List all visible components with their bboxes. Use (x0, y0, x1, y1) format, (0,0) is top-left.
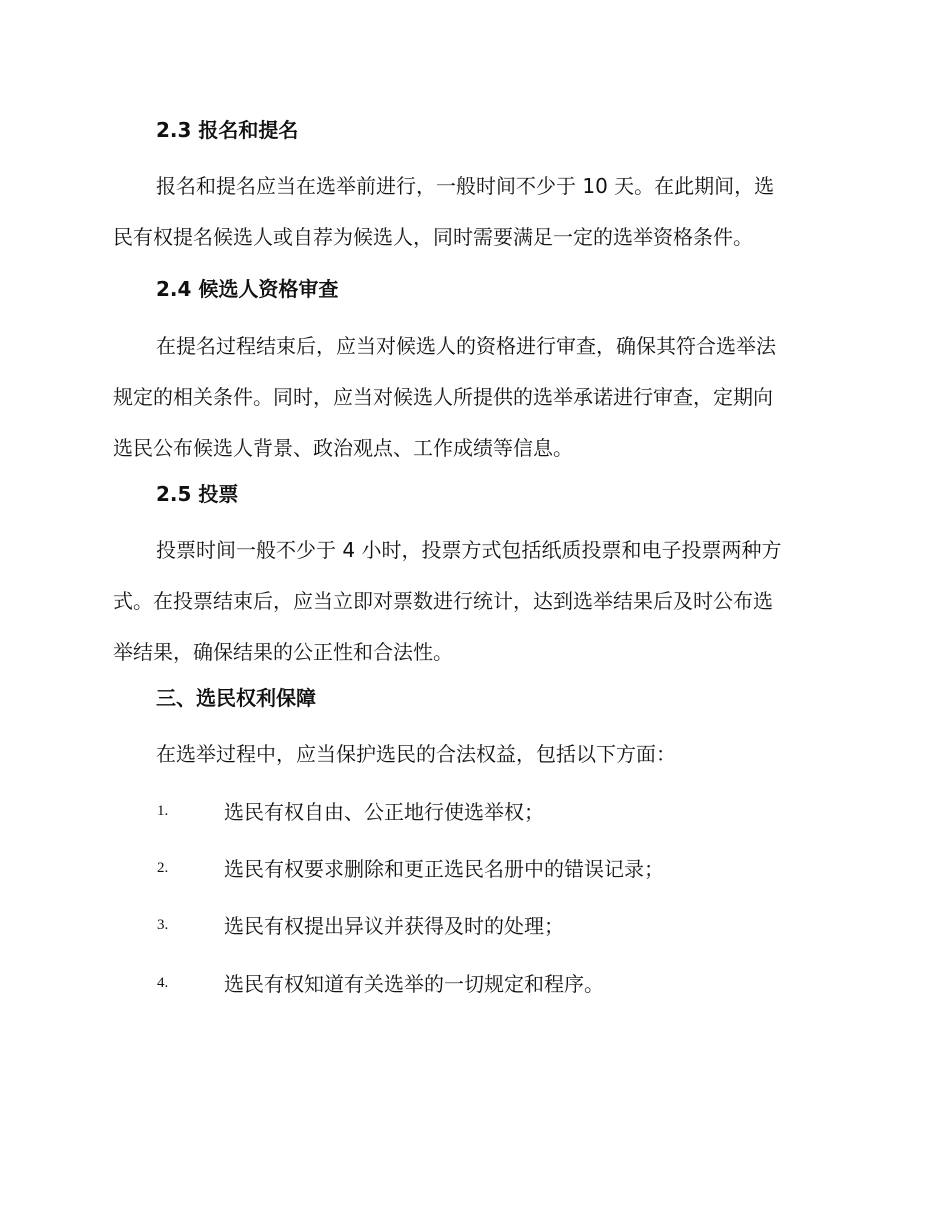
section-heading-2-4: 2.4 候选人资格审查 (156, 277, 339, 301)
list-number: 2. (157, 860, 169, 876)
paragraph-line: 民有权提名候选人或自荐为候选人，同时需要满足一定的选举资格条件。 (113, 225, 753, 249)
paragraph-line: 在选举过程中，应当保护选民的合法权益，包括以下方面： (156, 742, 676, 766)
paragraph-line: 在提名过程结束后，应当对候选人的资格进行审查，确保其符合选举法 (156, 334, 776, 358)
list-number: 1. (157, 803, 169, 819)
list-text: 选民有权要求删除和更正选民名册中的错误记录； (224, 857, 664, 881)
list-text: 选民有权知道有关选举的一切规定和程序。 (224, 972, 604, 996)
paragraph-voting (113, 525, 843, 678)
paragraph-line: 举结果，确保结果的公正性和合法性。 (113, 640, 453, 664)
paragraph-line: 选民公布候选人背景、政治观点、工作成绩等信息。 (113, 436, 573, 460)
section-heading-2-5: 2.5 投票 (156, 482, 239, 506)
list-text: 选民有权自由、公正地行使选举权； (224, 800, 544, 824)
paragraph-registration (113, 161, 843, 263)
paragraph-line: 投票时间一般不少于 4 小时，投票方式包括纸质投票和电子投票两种方 (156, 538, 782, 562)
list-number: 4. (157, 975, 169, 991)
paragraph-line: 报名和提名应当在选举前进行，一般时间不少于 10 天。在此期间，选 (156, 174, 775, 198)
paragraph-qualification-review (113, 321, 843, 474)
list-number: 3. (157, 917, 169, 933)
section-heading-2-3: 2.3 报名和提名 (156, 118, 299, 142)
paragraph-line: 规定的相关条件。同时，应当对候选人所提供的选举承诺进行审查，定期向 (113, 385, 773, 409)
section-heading-3: 三、选民权利保障 (156, 686, 316, 710)
list-text: 选民有权提出异议并获得及时的处理； (224, 914, 564, 938)
paragraph-rights-intro (113, 729, 843, 780)
paragraph-line: 式。在投票结束后，应当立即对票数进行统计，达到选举结果后及时公布选 (113, 589, 773, 613)
